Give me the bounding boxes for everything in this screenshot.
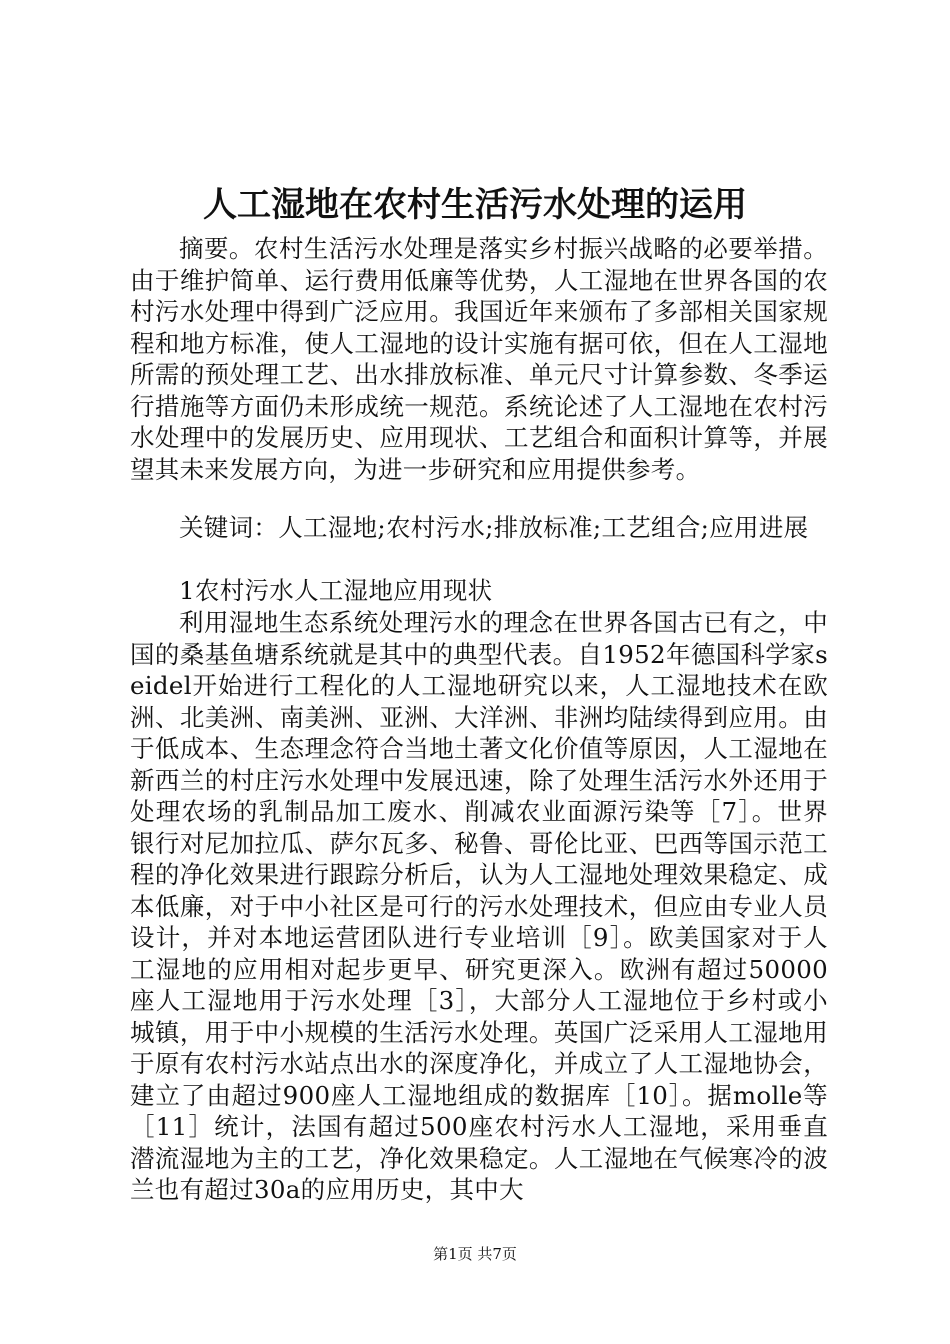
section-heading: 1农村污水人工湿地应用现状: [179, 576, 493, 605]
body-paragraph: 利用湿地生态系统处理污水的理念在世界各国古已有之，中国的桑基鱼塘系统就是其中的典型代表。自1952年德国科学家seidel开始进行工程化的人工湿地研究以来，人工湿地技术在欧洲、北美洲、南美洲、亚洲、大洋洲、非洲均陆续得到应用。由于低成本、生态理念符合当地土著文化价值等原因，人工湿地在新西兰的村庄污水处理中发展迅速，除了处理生活污水外还用于处理农场的乳制品加工废水、削减农业面源污染等［7］。世界银行对尼加拉瓜、萨尔瓦多、秘鲁、哥伦比亚、巴西等国示范工程的净化效果进行跟踪分析后，认为人工湿地处理效果稳定、成本低廉，对于中小社区是可行的污水处理技术，但应由专业人员设计，并对本地运营团队进行专业培训［9］。欧美国家对于人工湿地的应用相对起步更早、研究更深入。欧洲有超过50000座人工湿地用于污水处理［3］，大部分人工湿地位于乡村或小城镇，用于中小规模的生活污水处理。英国广泛采用人工湿地用于原有农村污水站点出水的深度净化，并成立了人工湿地协会，建立了由超过900座人工湿地组成的数据库［10］。据molle等［11］统计，法国有超过500座农村污水人工湿地，采用垂直潜流湿地为主的工艺，净化效果稳定。人工湿地在气候寒冷的波兰也有超过30a的应用历史，其中大: [130, 608, 828, 1204]
document-title: 人工湿地在农村生活污水处理的运用: [203, 185, 747, 225]
keywords-line: 关键词：人工湿地;农村污水;排放标准;工艺组合;应用进展: [179, 513, 809, 542]
page-footer: 第1页 共7页: [433, 1245, 517, 1263]
abstract-paragraph: 摘要。农村生活污水处理是落实乡村振兴战略的必要举措。由于维护简单、运行费用低廉等优势，人工湿地在世界各国的农村污水处理中得到广泛应用。我国近年来颁布了多部相关国家规程和地方标准，使人工湿地的设计实施有据可依，但在人工湿地所需的预处理工艺、出水排放标准、单元尺寸计算参数、冬季运行措施等方面仍未形成统一规范。系统论述了人工湿地在农村污水处理中的发展历史、应用现状、工艺组合和面积计算等，并展望其未来发展方向，为进一步研究和应用提供参考。: [130, 234, 828, 484]
